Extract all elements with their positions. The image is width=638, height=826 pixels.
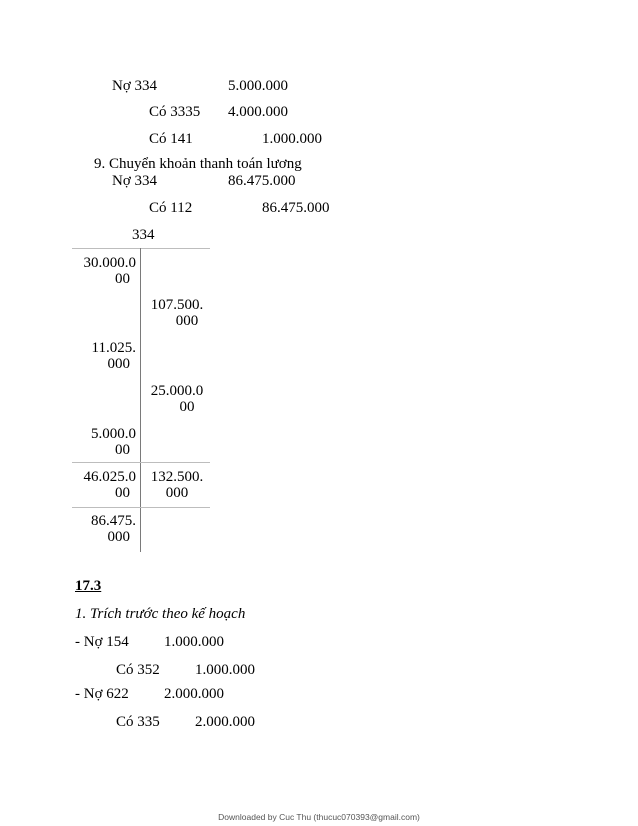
t-credit-value-2b: 00 <box>179 399 195 415</box>
entry-credit-account: Có 3335 <box>149 104 201 120</box>
line-amount: 2.000.000 <box>164 686 224 702</box>
t-debit-value-3b: 00 <box>115 442 130 458</box>
entry-credit-amount: 4.000.000 <box>228 104 288 120</box>
item-debit-amount: 86.475.000 <box>228 173 296 189</box>
t-debit-value-2a: 11.025. <box>91 340 136 356</box>
download-footer: Downloaded by Cuc Thu (thucuc070393@gmail.com) <box>218 812 420 822</box>
item-title: 9. Chuyển khoản thanh toán lương <box>94 156 302 172</box>
t-credit-total-b: 000 <box>165 485 189 501</box>
t-debit-value-2b: 000 <box>107 356 130 372</box>
line-account: - Nợ 622 <box>75 686 129 702</box>
t-debit-value-1a: 30.000.0 <box>83 255 136 271</box>
section-heading: 17.3 <box>75 578 102 594</box>
t-credit-value-1a: 107.500. <box>150 297 204 313</box>
item-credit-account: Có 112 <box>149 200 193 216</box>
line-amount: 1.000.000 <box>164 634 224 650</box>
t-debit-value-3a: 5.000.0 <box>91 426 136 442</box>
t-balance-b: 000 <box>107 529 130 545</box>
entry-credit-amount: 1.000.000 <box>262 131 322 147</box>
t-account-total-line-bottom <box>72 507 210 508</box>
t-account-top-line <box>72 248 210 249</box>
t-account-name: 334 <box>132 227 155 243</box>
item-credit-amount: 86.475.000 <box>262 200 330 216</box>
t-account-total-line-top <box>72 462 210 463</box>
section-subtitle: 1. Trích trước theo kế hoạch <box>75 606 246 622</box>
t-debit-total-a: 46.025.0 <box>83 469 136 485</box>
entry-debit-amount: 5.000.000 <box>228 78 288 94</box>
entry-debit-account: Nợ 334 <box>112 78 158 94</box>
t-debit-value-1b: 00 <box>115 271 130 287</box>
line-amount: 2.000.000 <box>195 714 255 730</box>
t-credit-value-1b: 000 <box>175 313 199 329</box>
t-debit-total-b: 00 <box>115 485 130 501</box>
t-balance-a: 86.475. <box>91 513 136 529</box>
t-credit-value-2a: 25.000.0 <box>150 383 204 399</box>
t-credit-total-a: 132.500. <box>150 469 204 485</box>
item-debit-account: Nợ 334 <box>112 173 158 189</box>
line-account: - Nợ 154 <box>75 634 129 650</box>
line-account: Có 335 <box>116 714 160 730</box>
line-account: Có 352 <box>116 662 160 678</box>
entry-credit-account: Có 141 <box>149 131 193 147</box>
line-amount: 1.000.000 <box>195 662 255 678</box>
